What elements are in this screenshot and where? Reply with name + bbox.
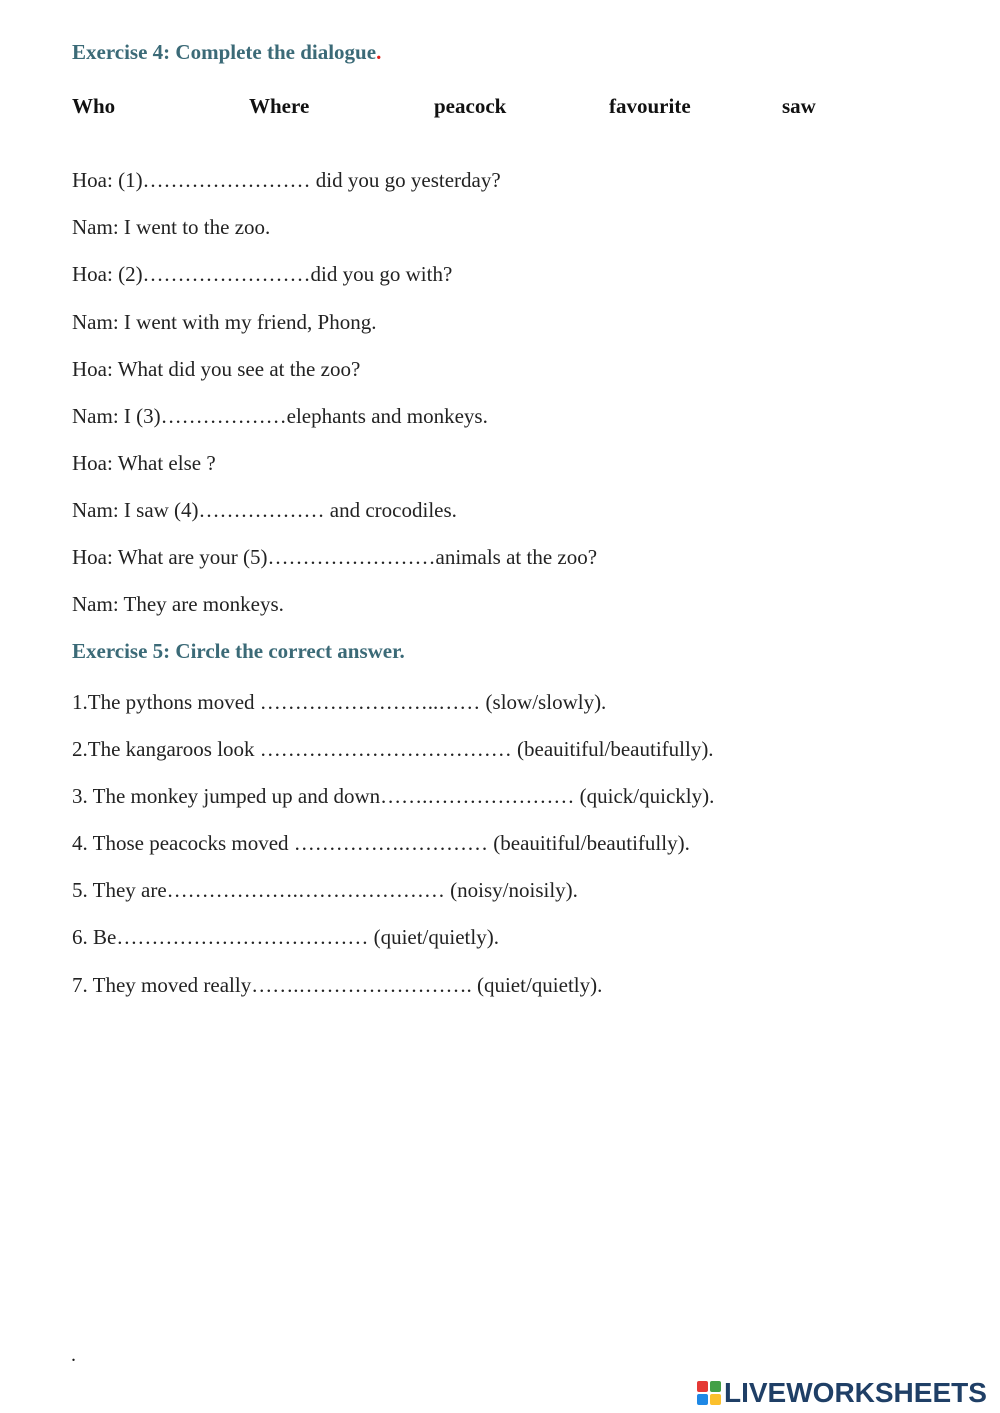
dialogue-line: Nam: I saw (4)……………… and crocodiles. bbox=[72, 498, 457, 522]
exercise-5-title: Exercise 5: Circle the correct answer. bbox=[72, 639, 405, 663]
dialogue-line: Hoa: What are your (5)……………………animals at the zoo? bbox=[72, 545, 598, 569]
exercise-item: 1.The pythons moved ……………………..…… (slow/slowly). bbox=[72, 690, 607, 714]
word-bank-item: peacock bbox=[434, 94, 507, 118]
liveworksheets-logo-icon bbox=[697, 1381, 721, 1405]
dialogue-line: Hoa: What did you see at the zoo? bbox=[72, 357, 361, 381]
liveworksheets-logo bbox=[697, 1376, 997, 1410]
exercise-item: 6. Be……………………………… (quiet/quietly). bbox=[72, 925, 499, 949]
footer-dot: . bbox=[71, 1344, 76, 1366]
word-bank-item: Where bbox=[249, 94, 310, 118]
exercise-4-title: Exercise 4: Complete the dialogue. bbox=[72, 40, 382, 64]
dialogue-line: Hoa: (1)…………………… did you go yesterday? bbox=[72, 168, 501, 192]
dialogue-line: Nam: I went with my friend, Phong. bbox=[72, 310, 377, 334]
exercise-item: 7. They moved really…….……………………. (quiet/quietly). bbox=[72, 973, 603, 997]
exercise-item: 3. The monkey jumped up and down…….………………… (quick/quickly). bbox=[72, 784, 715, 808]
word-bank-item: Who bbox=[72, 94, 116, 118]
liveworksheets-logo-text: LIVEWORKSHEETS bbox=[724, 1377, 987, 1408]
exercise-item: 4. Those peacocks moved …………….………… (beauitiful/beautifully). bbox=[72, 831, 690, 855]
dialogue-line: Hoa: What else ? bbox=[72, 451, 216, 475]
exercise-item: 2.The kangaroos look ……………………………… (beauitiful/beautifully). bbox=[72, 737, 714, 761]
dialogue-line: Nam: They are monkeys. bbox=[72, 592, 284, 616]
dialogue-line: Nam: I (3)………………elephants and monkeys. bbox=[72, 404, 488, 428]
word-bank-item: favourite bbox=[609, 94, 691, 118]
dialogue-line: Nam: I went to the zoo. bbox=[72, 215, 271, 239]
word-bank-item: saw bbox=[782, 94, 816, 118]
dialogue-line: Hoa: (2)……………………did you go with? bbox=[72, 262, 453, 286]
exercise-item: 5. They are……………….………………… (noisy/noisily). bbox=[72, 878, 578, 902]
